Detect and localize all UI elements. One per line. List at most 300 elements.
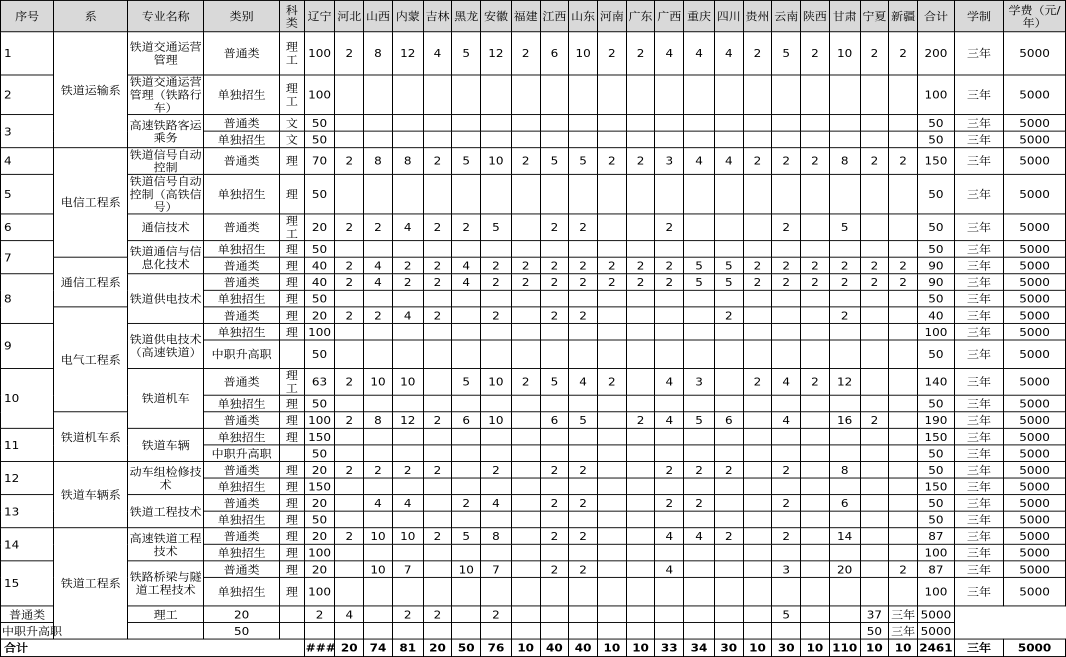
row-number: 9 (1, 323, 54, 368)
value-cell: 2 (335, 257, 364, 274)
value-cell (392, 340, 423, 369)
value-cell (655, 323, 684, 340)
value-cell: 2 (860, 274, 889, 291)
value-cell: 50 (917, 445, 954, 462)
value-cell: 2 (335, 369, 364, 396)
value-cell: 2 (860, 148, 889, 175)
value-cell (423, 115, 452, 132)
value-cell: 10 (364, 528, 393, 545)
total-value-cell: 10 (626, 639, 655, 656)
value-cell (801, 445, 830, 462)
value-cell (569, 622, 598, 639)
value-cell: 5000 (1004, 461, 1066, 478)
value-cell (714, 75, 743, 115)
value-cell (481, 622, 512, 639)
value-cell (829, 622, 860, 639)
subject-cell: 理 (280, 561, 305, 578)
value-cell (772, 340, 801, 369)
value-cell (392, 75, 423, 115)
row-number: 14 (1, 528, 54, 561)
value-cell (860, 561, 889, 578)
value-cell (569, 577, 598, 606)
department-cell: 铁道工程系 (54, 528, 128, 639)
value-cell (801, 478, 830, 495)
value-cell (801, 323, 830, 340)
header-row (1, 0, 1066, 31)
value-cell (714, 395, 743, 412)
value-cell: 8 (829, 461, 860, 478)
value-cell: 2 (569, 274, 598, 291)
value-cell (684, 115, 715, 132)
value-cell (481, 577, 512, 606)
value-cell (772, 478, 801, 495)
value-cell (743, 131, 772, 148)
value-cell (829, 445, 860, 462)
value-cell: 5000 (917, 622, 954, 639)
value-cell: 2 (569, 461, 598, 478)
value-cell: 5 (829, 214, 860, 241)
value-cell: 4 (569, 369, 598, 396)
subject-cell: 理 (280, 428, 305, 445)
value-cell (626, 622, 655, 639)
value-cell (511, 290, 540, 307)
value-cell (423, 511, 452, 528)
value-cell: 7 (481, 561, 512, 578)
value-cell: 20 (304, 214, 335, 241)
value-cell (392, 115, 423, 132)
value-cell (511, 241, 540, 258)
category-cell: 单独招生 (204, 290, 280, 307)
value-cell: 10 (569, 32, 598, 75)
value-cell: 100 (917, 75, 954, 115)
value-cell (829, 131, 860, 148)
value-cell (392, 544, 423, 561)
row-number: 13 (1, 495, 54, 528)
value-cell (569, 428, 598, 445)
value-cell: 2 (626, 412, 655, 429)
value-cell (280, 622, 305, 639)
value-cell (511, 606, 540, 623)
table-row (1, 75, 1066, 115)
value-cell: 2 (655, 257, 684, 274)
value-cell (452, 428, 481, 445)
value-cell: 6 (452, 412, 481, 429)
header-cell: 学制 (954, 0, 1003, 31)
value-cell (860, 115, 889, 132)
value-cell (481, 395, 512, 412)
subject-cell: 理 (280, 290, 305, 307)
value-cell (423, 544, 452, 561)
value-cell: 5000 (1004, 323, 1066, 340)
total-value-cell: 30 (714, 639, 743, 656)
value-cell: 20 (829, 561, 860, 578)
value-cell (335, 511, 364, 528)
value-cell (801, 412, 830, 429)
value-cell: 2 (743, 148, 772, 175)
value-cell (540, 323, 569, 340)
value-cell: 2 (335, 32, 364, 75)
value-cell: 三年 (954, 461, 1003, 478)
value-cell (655, 115, 684, 132)
table-row (1, 274, 1066, 291)
value-cell: 三年 (954, 528, 1003, 545)
value-cell (889, 131, 918, 148)
value-cell (860, 478, 889, 495)
value-cell: 2 (860, 412, 889, 429)
value-cell: 2 (569, 257, 598, 274)
value-cell: 20 (304, 307, 335, 324)
value-cell (801, 290, 830, 307)
value-cell (743, 544, 772, 561)
value-cell (860, 395, 889, 412)
value-cell: 2 (452, 214, 481, 241)
value-cell (481, 241, 512, 258)
value-cell: 3 (684, 369, 715, 396)
value-cell (626, 115, 655, 132)
value-cell: 2 (511, 369, 540, 396)
value-cell (452, 461, 481, 478)
value-cell: 50 (304, 511, 335, 528)
value-cell (364, 323, 393, 340)
value-cell (335, 75, 364, 115)
value-cell (335, 131, 364, 148)
value-cell (481, 174, 512, 214)
table-row (1, 214, 1066, 241)
value-cell: 4 (772, 412, 801, 429)
value-cell (743, 606, 772, 623)
value-cell (714, 428, 743, 445)
major-cell: 铁道通信与信息化技术 (128, 241, 204, 274)
value-cell: 2 (392, 606, 423, 623)
value-cell (392, 290, 423, 307)
value-cell: 100 (917, 544, 954, 561)
row-number: 8 (1, 274, 54, 324)
total-label: 合计 (1, 639, 305, 656)
total-value-cell: 40 (540, 639, 569, 656)
major-cell: 通信技术 (128, 214, 204, 241)
value-cell (364, 577, 393, 606)
value-cell (452, 307, 481, 324)
value-cell (364, 544, 393, 561)
value-cell (597, 241, 626, 258)
value-cell (772, 174, 801, 214)
value-cell: 2 (540, 257, 569, 274)
value-cell (829, 290, 860, 307)
value-cell: 2 (569, 528, 598, 545)
value-cell (335, 428, 364, 445)
value-cell: 50 (860, 622, 889, 639)
value-cell (655, 478, 684, 495)
value-cell: 2 (540, 461, 569, 478)
value-cell (392, 577, 423, 606)
value-cell (889, 369, 918, 396)
value-cell: 2 (597, 274, 626, 291)
value-cell (860, 214, 889, 241)
value-cell (569, 75, 598, 115)
value-cell: 6 (714, 412, 743, 429)
header-cell: 广东 (626, 0, 655, 31)
value-cell (511, 511, 540, 528)
value-cell: 4 (364, 495, 393, 512)
value-cell: 4 (684, 528, 715, 545)
value-cell: 2 (626, 148, 655, 175)
value-cell: 5000 (1004, 307, 1066, 324)
row-number: 7 (1, 241, 54, 274)
value-cell (801, 340, 830, 369)
value-cell (540, 428, 569, 445)
subject-cell: 理 (280, 395, 305, 412)
value-cell (423, 340, 452, 369)
value-cell: 2 (335, 461, 364, 478)
value-cell: 三年 (954, 214, 1003, 241)
value-cell: 50 (304, 241, 335, 258)
value-cell (597, 395, 626, 412)
value-cell (801, 577, 830, 606)
value-cell: 3 (772, 561, 801, 578)
value-cell (684, 75, 715, 115)
value-cell (743, 174, 772, 214)
value-cell (423, 290, 452, 307)
department-cell: 铁道运输系 (54, 32, 128, 148)
value-cell (423, 478, 452, 495)
value-cell: 2 (511, 274, 540, 291)
value-cell (743, 290, 772, 307)
value-cell: 100 (304, 544, 335, 561)
major-cell: 高速铁道工程技术 (128, 528, 204, 561)
value-cell (569, 115, 598, 132)
value-cell: 5 (772, 32, 801, 75)
value-cell (801, 131, 830, 148)
value-cell (889, 75, 918, 115)
value-cell (714, 241, 743, 258)
value-cell (655, 131, 684, 148)
value-cell (626, 241, 655, 258)
value-cell (743, 428, 772, 445)
value-cell (569, 131, 598, 148)
value-cell: 2 (540, 274, 569, 291)
value-cell (569, 174, 598, 214)
value-cell: 50 (304, 445, 335, 462)
value-cell: 40 (304, 257, 335, 274)
value-cell: 2 (569, 214, 598, 241)
value-cell (423, 174, 452, 214)
total-value-cell: 30 (772, 639, 801, 656)
value-cell: 三年 (889, 622, 918, 639)
value-cell: 5000 (1004, 115, 1066, 132)
major-cell: 铁道信号自动控制 (129, 148, 202, 174)
value-cell (540, 241, 569, 258)
value-cell (889, 528, 918, 545)
value-cell: 4 (364, 274, 393, 291)
value-cell (772, 75, 801, 115)
value-cell: 2 (860, 257, 889, 274)
category-cell: 单独招生 (204, 131, 280, 148)
value-cell: 2 (335, 214, 364, 241)
value-cell (597, 340, 626, 369)
value-cell: 2 (423, 307, 452, 324)
value-cell (714, 340, 743, 369)
header-cell: 学费（元/年） (1004, 0, 1066, 31)
value-cell (597, 174, 626, 214)
subject-cell: 理 (280, 412, 305, 429)
value-cell: 50 (917, 241, 954, 258)
subject-cell: 理 (280, 241, 305, 258)
value-cell (511, 544, 540, 561)
value-cell: 2 (364, 214, 393, 241)
value-cell (889, 445, 918, 462)
subject-cell: 理 (280, 461, 305, 478)
value-cell (364, 340, 393, 369)
value-cell (452, 131, 481, 148)
value-cell: 4 (714, 32, 743, 75)
value-cell (540, 395, 569, 412)
value-cell (626, 478, 655, 495)
value-cell (772, 131, 801, 148)
header-cell: 新疆 (889, 0, 918, 31)
value-cell (540, 340, 569, 369)
value-cell (423, 323, 452, 340)
value-cell (684, 340, 715, 369)
value-cell: 2 (364, 461, 393, 478)
value-cell: 2 (452, 495, 481, 512)
value-cell (364, 290, 393, 307)
value-cell (511, 412, 540, 429)
total-value-cell: 10 (511, 639, 540, 656)
value-cell (626, 561, 655, 578)
category-cell: 单独招生 (204, 478, 280, 495)
category-cell: 普通类 (204, 214, 280, 241)
value-cell: 5 (569, 412, 598, 429)
value-cell (626, 307, 655, 324)
value-cell (597, 561, 626, 578)
value-cell (335, 622, 364, 639)
value-cell (829, 606, 860, 623)
value-cell: 2 (772, 214, 801, 241)
category-cell: 普通类 (204, 257, 280, 274)
value-cell: 5000 (1004, 395, 1066, 412)
total-value-cell: 34 (684, 639, 715, 656)
value-cell (569, 395, 598, 412)
value-cell (714, 622, 743, 639)
category-cell: 单独招生 (204, 544, 280, 561)
value-cell: 50 (917, 131, 954, 148)
value-cell (772, 307, 801, 324)
header-cell: 江西 (540, 0, 569, 31)
value-cell (684, 606, 715, 623)
value-cell: 三年 (954, 115, 1003, 132)
value-cell (423, 241, 452, 258)
value-cell (452, 577, 481, 606)
header-cell: 类别 (204, 0, 280, 31)
value-cell: 12 (829, 369, 860, 396)
value-cell: 2 (481, 274, 512, 291)
value-cell: 4 (452, 274, 481, 291)
value-cell (511, 75, 540, 115)
value-cell: 40 (304, 274, 335, 291)
value-cell: 12 (392, 412, 423, 429)
department-cell: 铁道机车系 (54, 412, 128, 462)
value-cell: 2 (801, 148, 830, 175)
category-cell: 单独招生 (204, 241, 280, 258)
value-cell (889, 115, 918, 132)
value-cell (801, 428, 830, 445)
value-cell: 三年 (954, 290, 1003, 307)
value-cell (597, 606, 626, 623)
value-cell (569, 478, 598, 495)
value-cell (684, 511, 715, 528)
value-cell: 200 (917, 32, 954, 75)
value-cell (829, 323, 860, 340)
value-cell (655, 622, 684, 639)
subject-cell: 理工 (280, 75, 305, 115)
value-cell (597, 323, 626, 340)
value-cell (423, 445, 452, 462)
value-cell: 6 (829, 495, 860, 512)
value-cell: 2 (540, 561, 569, 578)
value-cell (335, 495, 364, 512)
value-cell: 2 (829, 257, 860, 274)
value-cell (423, 369, 452, 396)
value-cell (772, 622, 801, 639)
header-cell: 合计 (917, 0, 954, 31)
subject-cell: 理工 (280, 369, 305, 396)
value-cell: 三年 (954, 75, 1003, 115)
value-cell (569, 323, 598, 340)
header-cell: 四川 (714, 0, 743, 31)
subject-cell: 文 (280, 131, 305, 148)
value-cell: 5000 (1004, 495, 1066, 512)
value-cell: 5 (540, 148, 569, 175)
value-cell (597, 544, 626, 561)
subject-cell: 理工 (280, 32, 305, 75)
value-cell (335, 445, 364, 462)
value-cell (743, 461, 772, 478)
value-cell: 5 (714, 257, 743, 274)
value-cell: 100 (917, 577, 954, 606)
value-cell: 10 (392, 369, 423, 396)
value-cell (511, 445, 540, 462)
value-cell (597, 307, 626, 324)
value-cell (860, 75, 889, 115)
value-cell (860, 461, 889, 478)
value-cell (569, 290, 598, 307)
value-cell (511, 577, 540, 606)
value-cell (829, 395, 860, 412)
value-cell (335, 174, 364, 214)
value-cell: 5 (684, 274, 715, 291)
value-cell (714, 174, 743, 214)
value-cell (743, 323, 772, 340)
value-cell (829, 75, 860, 115)
value-cell (801, 606, 830, 623)
value-cell (392, 395, 423, 412)
value-cell (540, 544, 569, 561)
table-row (1, 148, 1066, 175)
value-cell (452, 323, 481, 340)
value-cell: 2 (540, 495, 569, 512)
value-cell: 2 (655, 214, 684, 241)
value-cell (860, 323, 889, 340)
value-cell (511, 214, 540, 241)
value-cell (860, 369, 889, 396)
value-cell: 10 (364, 561, 393, 578)
value-cell: 5000 (1004, 274, 1066, 291)
subject-cell: 理 (280, 577, 305, 606)
value-cell (743, 511, 772, 528)
value-cell: 16 (829, 412, 860, 429)
subject-cell: 理 (280, 544, 305, 561)
value-cell: 5 (452, 32, 481, 75)
